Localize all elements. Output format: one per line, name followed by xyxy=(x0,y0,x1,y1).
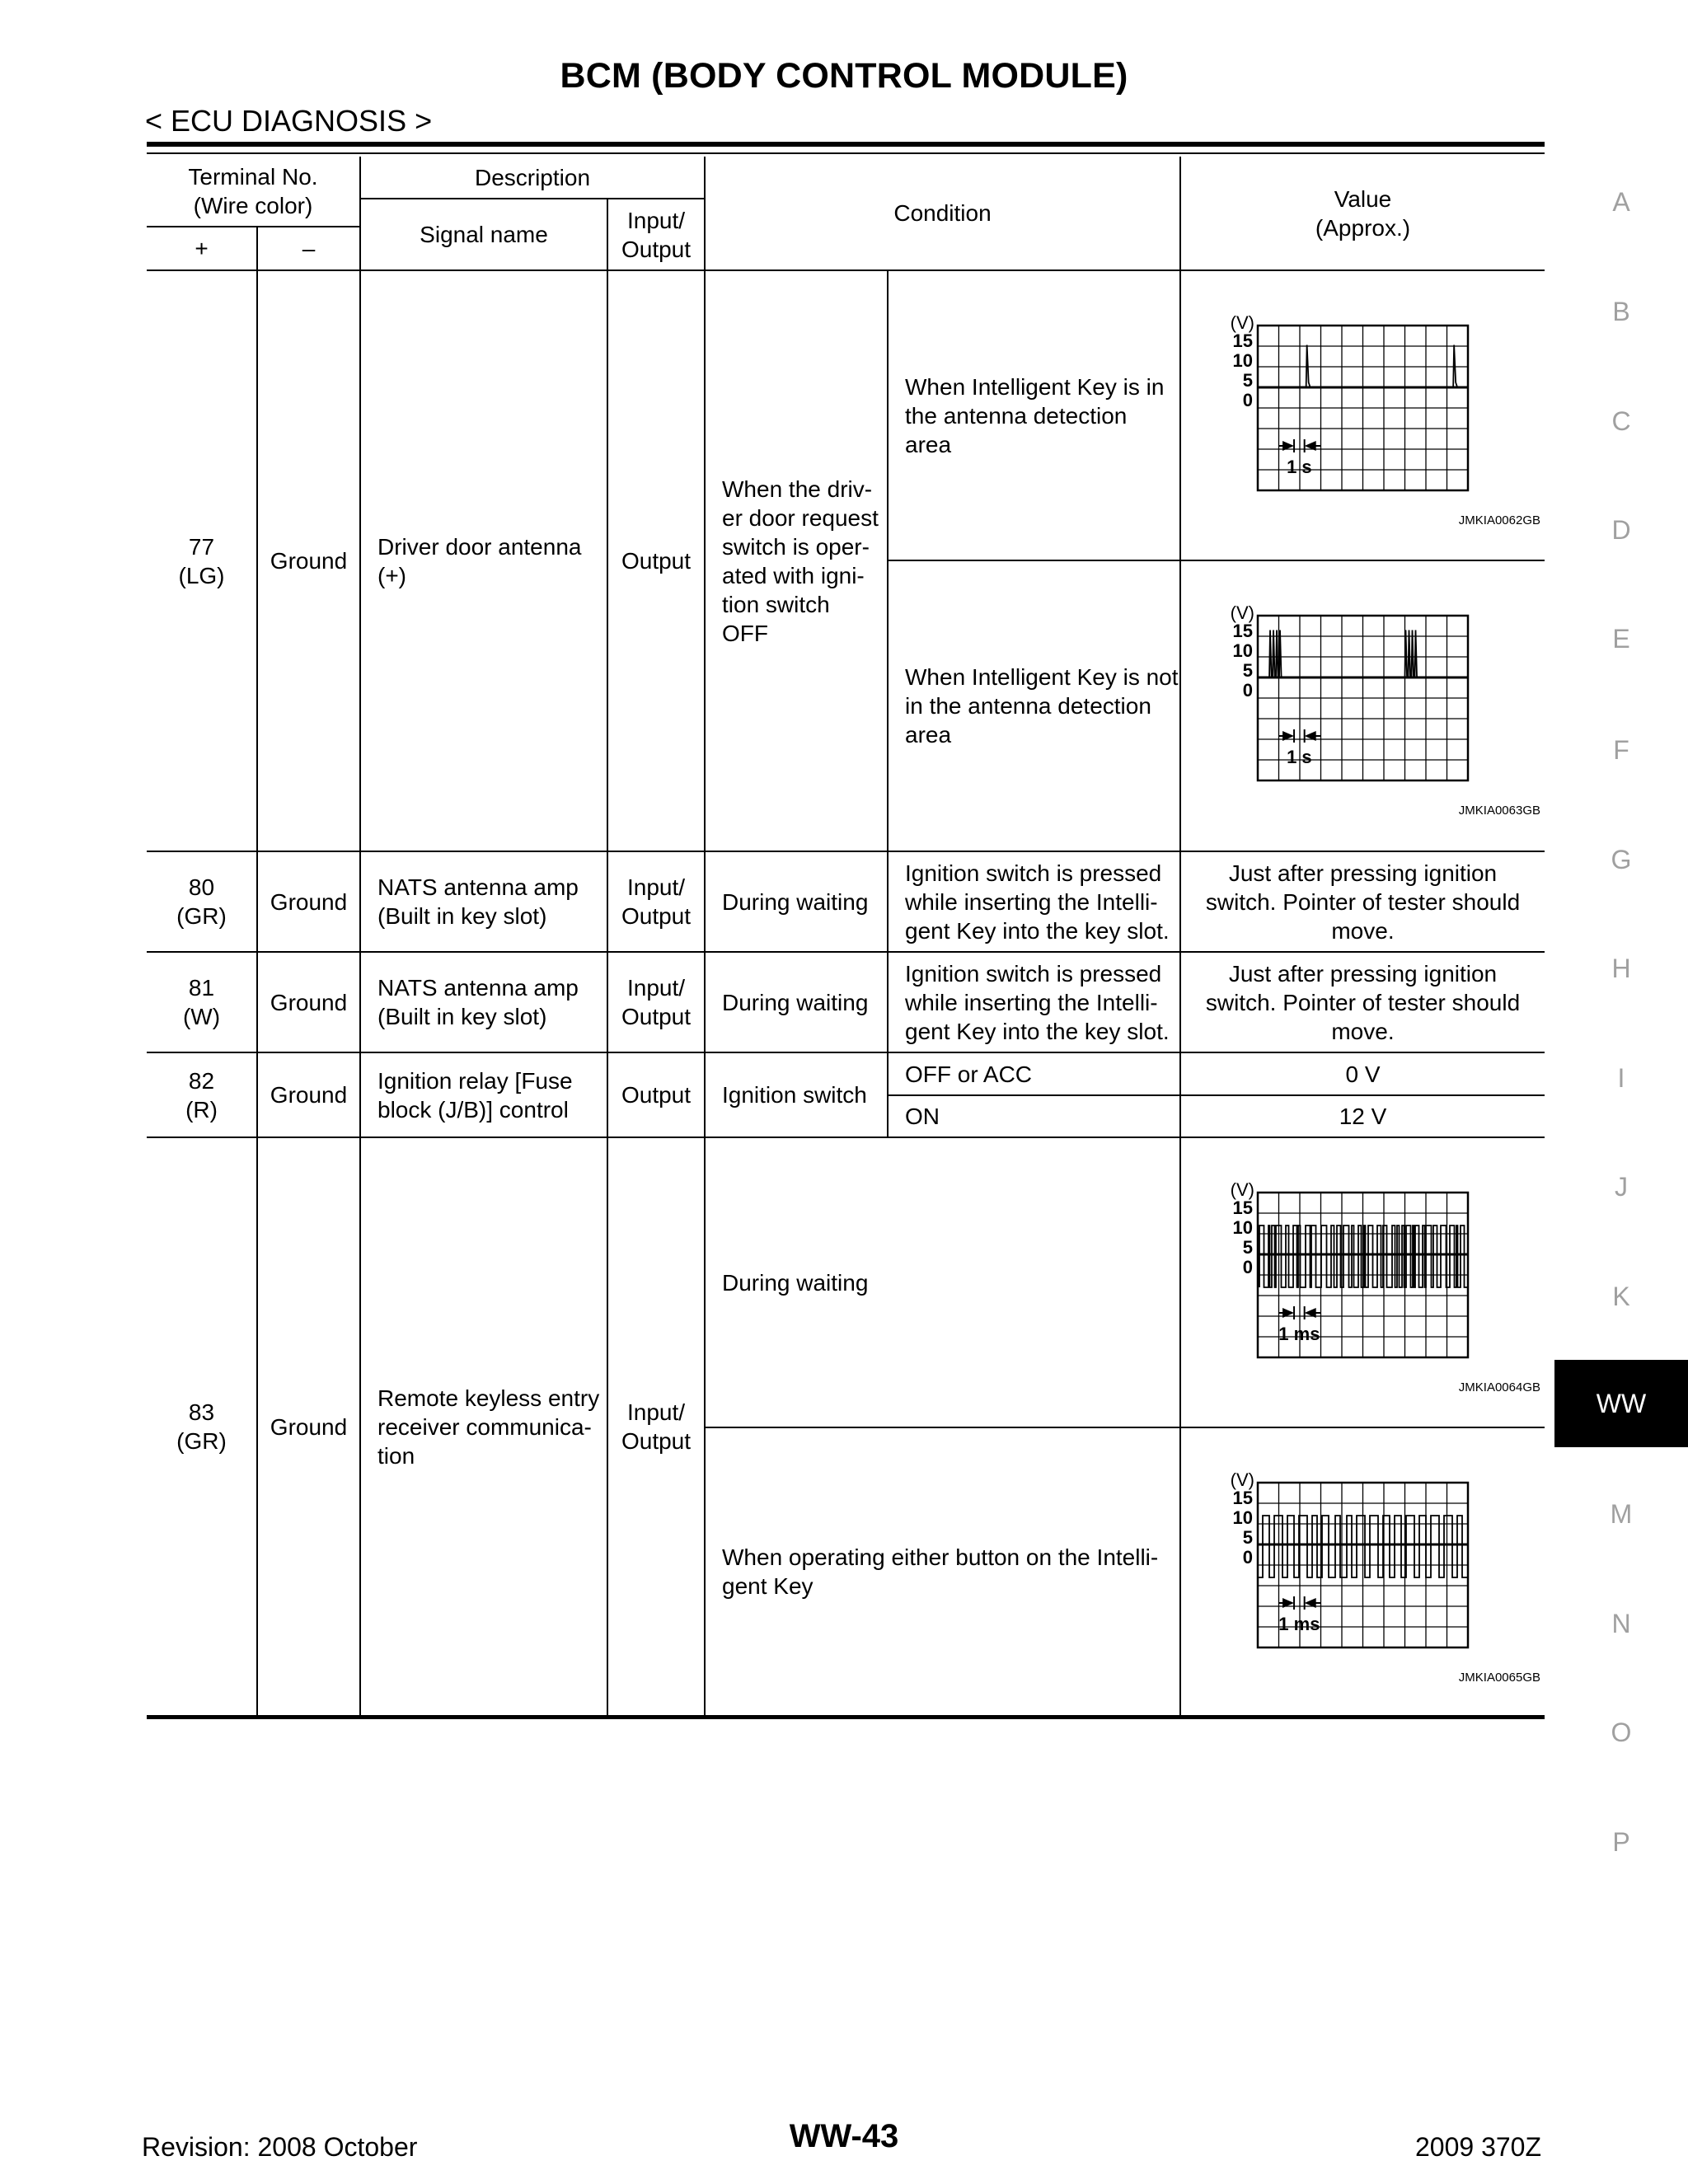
figure-code: JMKIA0065GB xyxy=(1458,1671,1540,1685)
waveform-scope xyxy=(1181,595,1544,818)
y-unit: (V) xyxy=(1230,1469,1254,1490)
condition: During waiting xyxy=(722,989,869,1015)
value: 12 V xyxy=(1339,1104,1387,1129)
waveform-scope xyxy=(1181,1462,1544,1685)
y-tick-label: 15 xyxy=(1232,1488,1253,1508)
y-tick-label: 15 xyxy=(1232,1197,1253,1218)
terminal-minus: Ground xyxy=(270,989,348,1015)
signal-name: NATS antenna amp (Built in key slot) xyxy=(377,975,579,1029)
side-tab-h[interactable]: H xyxy=(1611,953,1631,983)
footer-revision: Revision: 2008 October xyxy=(142,2132,418,2162)
terminal-minus: Ground xyxy=(270,888,348,915)
side-tab-n[interactable]: N xyxy=(1611,1608,1631,1638)
y-tick-label: 5 xyxy=(1242,660,1253,681)
side-tab-c[interactable]: C xyxy=(1611,405,1631,436)
side-tab-b[interactable]: B xyxy=(1612,296,1630,326)
page-number: WW-43 xyxy=(789,2118,899,2154)
y-tick-label: 5 xyxy=(1242,370,1253,391)
sub-condition: OFF or ACC xyxy=(905,1061,1033,1087)
io-type: Input/ Output xyxy=(621,975,692,1029)
header-io: Input/ Output xyxy=(621,207,692,262)
terminal-plus: 83 (GR) xyxy=(176,1399,227,1454)
terminal-minus: Ground xyxy=(270,548,348,574)
side-tab-i[interactable]: I xyxy=(1617,1062,1625,1093)
section-label: < ECU DIAGNOSIS > xyxy=(145,104,433,138)
terminal-plus: 77 (LG) xyxy=(178,533,225,588)
io-type: Output xyxy=(621,548,692,574)
condition: During waiting xyxy=(722,888,869,915)
waveform-scope xyxy=(1181,1172,1544,1394)
top-rule-thin xyxy=(147,152,1545,154)
signal-name: Remote keyless entry receiver communica- tion xyxy=(377,1385,600,1469)
header-terminal: Terminal No. (Wire color) xyxy=(188,164,318,218)
top-rule xyxy=(147,142,1545,147)
header-plus: + xyxy=(195,236,209,261)
terminal-plus: 81 (W) xyxy=(182,975,221,1029)
side-tab-a[interactable]: A xyxy=(1612,186,1630,217)
side-tab-o[interactable]: O xyxy=(1611,1717,1632,1747)
bottom-rule xyxy=(147,1715,1545,1719)
terminal-plus: 80 (GR) xyxy=(176,874,227,929)
y-tick-label: 5 xyxy=(1242,1237,1253,1258)
y-unit: (V) xyxy=(1230,312,1254,333)
time-div-label: 1 ms xyxy=(1278,1324,1320,1344)
side-tab-p[interactable]: P xyxy=(1612,1826,1630,1857)
side-tab-d[interactable]: D xyxy=(1611,514,1631,545)
value: Just after pressing ignition switch. Pointer of tester should move. xyxy=(1205,960,1521,1044)
io-type: Input/ Output xyxy=(621,1399,692,1454)
sub-condition: When operating either button on the Intelli- gent Key xyxy=(722,1544,1159,1599)
header-value: Value (Approx.) xyxy=(1315,185,1411,241)
figure-code: JMKIA0064GB xyxy=(1458,1380,1540,1394)
waveform-scope xyxy=(1181,305,1544,527)
side-tab-m[interactable]: M xyxy=(1610,1498,1633,1529)
time-div-label: 1 s xyxy=(1287,747,1312,767)
y-unit: (V) xyxy=(1230,1179,1254,1200)
y-tick-label: 0 xyxy=(1242,1257,1253,1277)
page-title: BCM (BODY CONTROL MODULE) xyxy=(560,56,1128,96)
time-div-label: 1 s xyxy=(1287,457,1312,477)
condition: When the driv- er door request switch is oper- ated with igni- tion switch OFF xyxy=(722,476,879,646)
terminal-minus: Ground xyxy=(270,1413,348,1440)
value: Just after pressing ignition switch. Pointer of tester should move. xyxy=(1205,860,1521,944)
y-tick-label: 15 xyxy=(1232,330,1253,351)
y-tick-label: 0 xyxy=(1242,1547,1253,1568)
header-condition: Condition xyxy=(893,200,992,226)
terminal-plus: 82 (R) xyxy=(185,1067,218,1122)
signal-name: Driver door antenna (+) xyxy=(377,533,582,588)
side-tab-ww[interactable]: WW xyxy=(1554,1360,1688,1447)
y-tick-label: 10 xyxy=(1232,350,1253,371)
figure-code: JMKIA0063GB xyxy=(1458,804,1540,818)
header-signal-name: Signal name xyxy=(420,222,548,247)
y-tick-label: 5 xyxy=(1242,1527,1253,1548)
sub-condition: When Intelligent Key is not in the antenna detection area xyxy=(905,664,1179,748)
y-tick-label: 0 xyxy=(1242,390,1253,410)
header-minus: – xyxy=(302,236,316,261)
io-type: Input/ Output xyxy=(621,874,692,929)
sub-condition: During waiting xyxy=(722,1269,869,1296)
terminal-minus: Ground xyxy=(270,1082,348,1108)
side-tab-g[interactable]: G xyxy=(1611,844,1632,874)
side-tab-j[interactable]: J xyxy=(1615,1171,1628,1202)
side-tab-f[interactable]: F xyxy=(1613,734,1629,765)
signal-name: NATS antenna amp (Built in key slot) xyxy=(377,874,579,929)
y-tick-label: 10 xyxy=(1232,1507,1253,1528)
y-tick-label: 0 xyxy=(1242,680,1253,701)
value: 0 V xyxy=(1345,1061,1381,1087)
condition: Ignition switch xyxy=(722,1082,867,1108)
y-unit: (V) xyxy=(1230,602,1254,623)
io-type: Output xyxy=(621,1082,692,1108)
y-tick-label: 10 xyxy=(1232,640,1253,661)
sub-condition: Ignition switch is pressed while inserting the Intelli- gent Key into the key slot. xyxy=(905,960,1170,1044)
sub-condition: ON xyxy=(905,1104,940,1129)
side-tab-e[interactable]: E xyxy=(1612,623,1630,654)
y-tick-label: 15 xyxy=(1232,621,1253,641)
signal-name: Ignition relay [Fuse block (J/B)] control xyxy=(377,1067,573,1122)
sub-condition: Ignition switch is pressed while inserting the Intelli- gent Key into the key slot. xyxy=(905,860,1170,944)
figure-code: JMKIA0062GB xyxy=(1458,513,1540,527)
header-description: Description xyxy=(474,164,591,190)
sub-condition: When Intelligent Key is in the antenna detection area xyxy=(905,373,1165,457)
side-tab-k[interactable]: K xyxy=(1612,1281,1630,1311)
y-tick-label: 10 xyxy=(1232,1217,1253,1238)
time-div-label: 1 ms xyxy=(1278,1614,1320,1634)
footer-model: 2009 370Z xyxy=(1415,2132,1542,2162)
